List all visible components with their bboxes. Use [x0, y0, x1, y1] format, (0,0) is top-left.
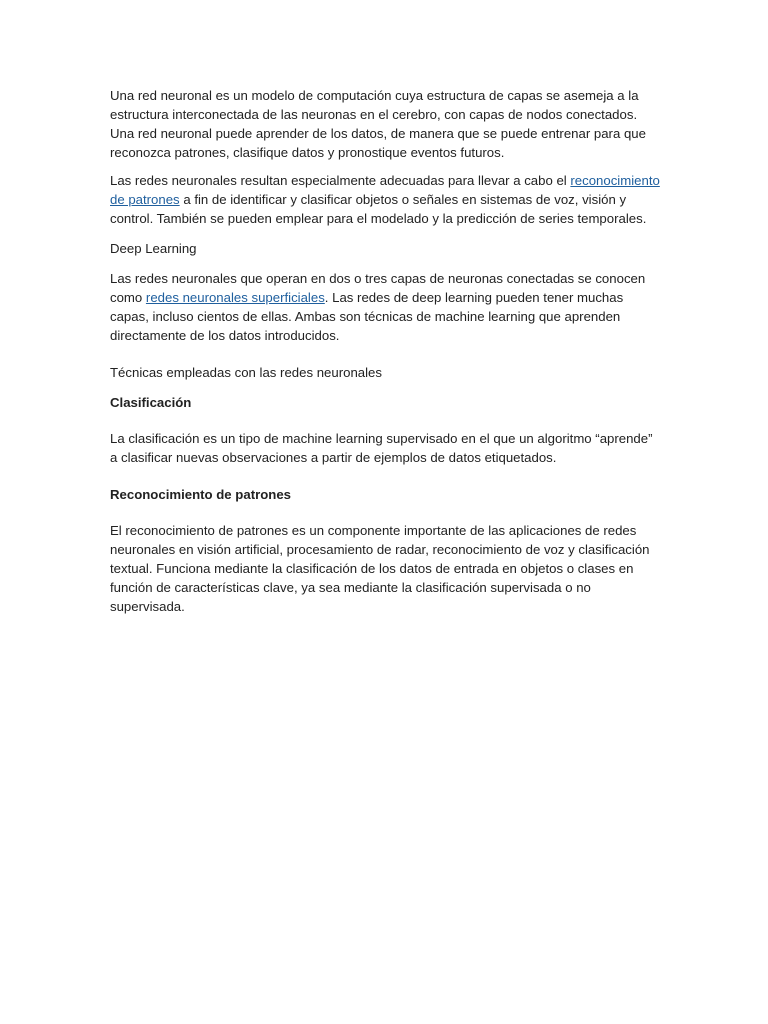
link-redes-neuronales-superficiales[interactable]: redes neuronales superficiales	[145, 290, 325, 305]
paragraph-applications	[110, 171, 662, 228]
paragraph-deep-learning-text-before: Las redes neuronales que operan en dos o tres capas de neuronas conectadas se conocen como	[110, 271, 646, 305]
paragraph-deep-learning	[110, 269, 662, 345]
paragraph-applications-text-before: Las redes neuronales resultan especialmente adecuadas para llevar a cabo el	[110, 173, 571, 188]
heading-deep-learning: Deep Learning	[110, 241, 197, 256]
paragraph-reconocimiento: El reconocimiento de patrones es un componente importante de las aplicaciones de redes neuronales en visión artificial, procesamiento de radar, reconocimiento de voz y clasificación textual. Funciona mediante la clasificación de los datos de entrada en objetos o clases en función de características clave, ya sea mediante la clasificación supervisada o no supervisada.	[110, 523, 650, 614]
document-page	[110, 86, 662, 616]
heading-tecnicas: Técnicas empleadas con las redes neuronales	[110, 365, 382, 380]
heading-clasificacion: Clasificación	[110, 395, 192, 410]
paragraph-clasificacion: La clasificación es un tipo de machine learning supervisado en el que un algoritmo “aprende” a clasificar nuevas observaciones a partir de ejemplos de datos etiquetados.	[110, 431, 653, 465]
paragraph-applications-text-after: a fin de identificar y clasificar objetos o señales en sistemas de voz, visión y control. También se pueden emplear para el modelado y la predicción de series temporales.	[110, 192, 647, 226]
paragraph-intro: Una red neuronal es un modelo de computación cuya estructura de capas se asemeja a la estructura interconectada de las neuronas en el cerebro, con capas de nodos conectados. Una red neuronal puede aprender de los datos, de manera que se puede entrenar para que reconozca patrones, clasifique datos y pronostique eventos futuros.	[110, 88, 646, 160]
link-reconocimiento-de-patrones[interactable]: reconocimiento de patrones	[110, 173, 660, 207]
heading-reconocimiento-de-patrones: Reconocimiento de patrones	[110, 487, 291, 502]
paragraph-deep-learning-text-after: . Las redes de deep learning pueden tener muchas capas, incluso cientos de ellas. Ambas son técnicas de machine learning que aprenden directamente de los datos introducidos.	[110, 290, 624, 343]
